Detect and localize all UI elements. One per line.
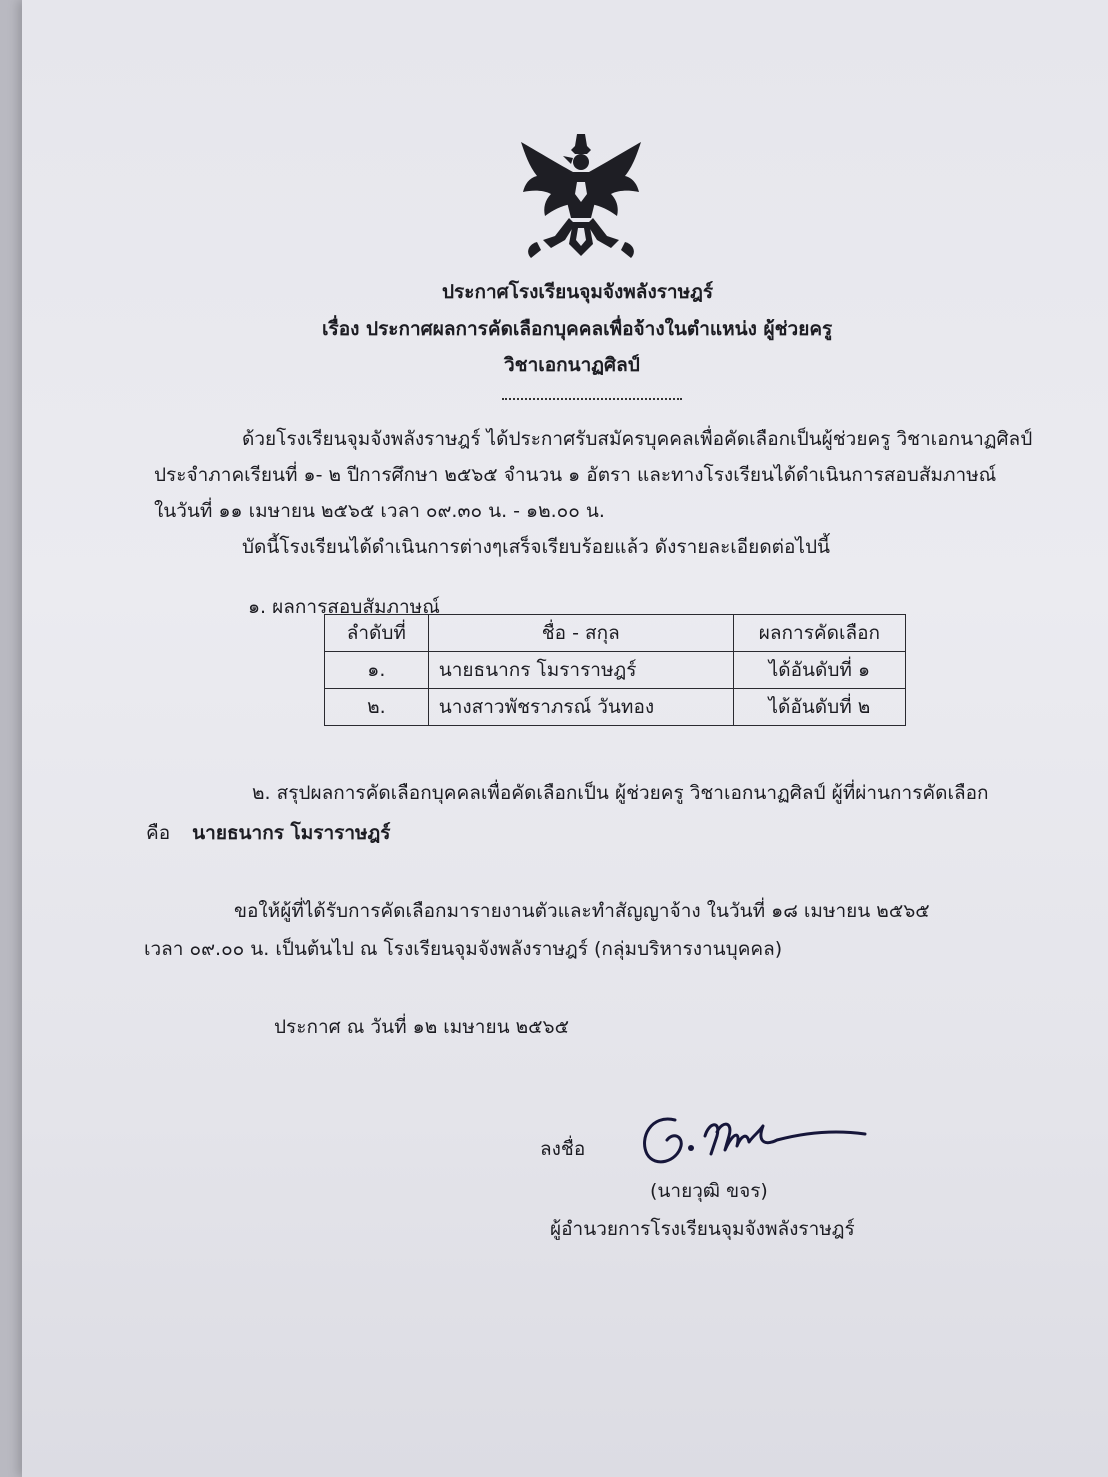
row-result: ได้อันดับที่ ๑	[733, 652, 905, 689]
row-name: นางสาวพัชราภรณ์ วันทอง	[428, 689, 733, 726]
row-order: ๑.	[325, 652, 429, 689]
table-header-row	[325, 615, 906, 652]
section-1-heading: ๑. ผลการสอบสัมภาษณ์	[248, 596, 440, 618]
paragraph-2: บัดนี้โรงเรียนได้ดำเนินการต่างๆเสร็จเรียบร้อยแล้ว ดังรายละเอียดต่อไปนี้	[242, 536, 831, 558]
paragraph-1-line-1: ด้วยโรงเรียนจุมจังพลังราษฎร์ ได้ประกาศรับสมัครบุคคลเพื่อคัดเลือกเป็นผู้ช่วยครู วิชาเอกนาฏศิลป์	[242, 428, 1033, 450]
row-order: ๒.	[325, 689, 429, 726]
table-row	[325, 689, 906, 726]
table-row	[325, 652, 906, 689]
handwritten-signature-icon	[637, 1102, 877, 1180]
paragraph-3-line-1: ขอให้ผู้ที่ได้รับการคัดเลือกมารายงานตัวและทำสัญญาจ้าง ในวันที่ ๑๘ เมษายน ๒๕๖๕	[234, 900, 930, 922]
announcement-subject: เรื่อง ประกาศผลการคัดเลือกบุคคลเพื่อจ้างในตำแหน่ง ผู้ช่วยครู	[322, 318, 833, 340]
signer-position: ผู้อำนวยการโรงเรียนจุมจังพลังราษฎร์	[550, 1218, 855, 1240]
section-2-line-1: ๒. สรุปผลการคัดเลือกบุคคลเพื่อคัดเลือกเป็น ผู้ช่วยครู วิชาเอกนาฏศิลป์ ผู้ที่ผ่านการคัดเลือก	[252, 782, 989, 804]
paragraph-1-line-2: ประจำภาคเรียนที่ ๑- ๒ ปีการศึกษา ๒๕๖๕ จำนวน ๑ อัตรา และทางโรงเรียนได้ดำเนินการสอบสัมภาษณ์	[154, 464, 997, 486]
signer-name: (นายวุฒิ ขจร)	[650, 1180, 768, 1202]
paragraph-3-line-2: เวลา ๐๙.๐๐ น. เป็นต้นไป ณ โรงเรียนจุมจังพลังราษฎร์ (กลุ่มบริหารงานบุคคล)	[144, 938, 783, 960]
paragraph-1-line-3: ในวันที่ ๑๑ เมษายน ๒๕๖๕ เวลา ๐๙.๓๐ น. - ๑๒.๐๐ น.	[154, 500, 605, 522]
garuda-emblem-icon	[515, 132, 647, 260]
announcement-date: ประกาศ ณ วันที่ ๑๒ เมษายน ๒๕๖๕	[274, 1016, 569, 1038]
column-header-name: ชื่อ - สกุล	[428, 615, 733, 652]
column-header-order: ลำดับที่	[325, 615, 429, 652]
signature-label: ลงชื่อ	[540, 1138, 586, 1160]
selected-candidate-name: นายธนากร โมราราษฎร์	[192, 822, 391, 844]
document-page	[22, 0, 1108, 1477]
announcement-title: ประกาศโรงเรียนจุมจังพลังราษฎร์	[442, 281, 714, 303]
section-2-prefix: คือ	[146, 822, 171, 844]
section-2-line-2	[146, 818, 391, 848]
dotted-divider	[502, 398, 682, 400]
row-result: ได้อันดับที่ ๒	[733, 689, 905, 726]
results-table	[324, 614, 906, 726]
row-name: นายธนากร โมราราษฎร์	[428, 652, 733, 689]
announcement-subject-line2: วิชาเอกนาฏศิลป์	[504, 354, 640, 376]
column-header-result: ผลการคัดเลือก	[733, 615, 905, 652]
